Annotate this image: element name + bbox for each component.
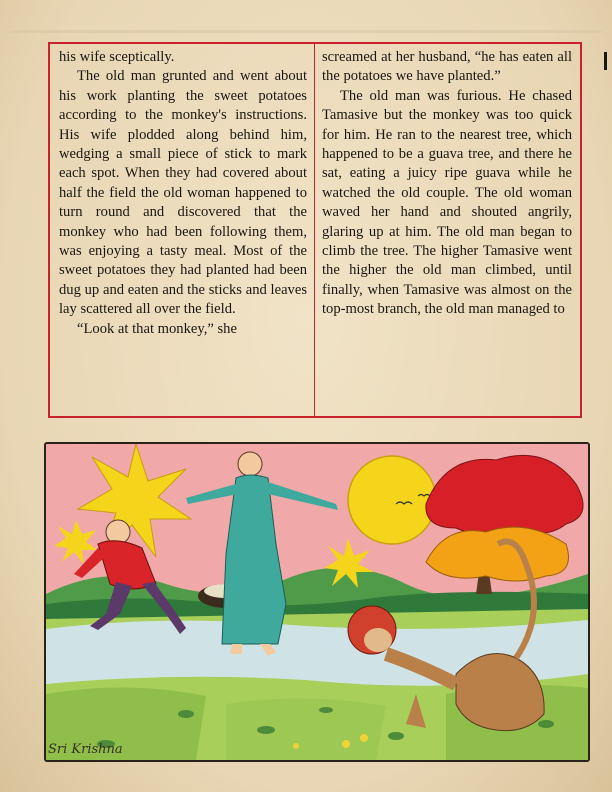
paragraph: “Look at that monkey,” she [77, 320, 237, 337]
paragraph: The old man grunted and went about his work planting the sweet potatoes according to the monkey's instructions. His wife plodded along behind him, wedging a small piece of stick to mark each spot. When they had covered about half the field the old woman happened to turn round and discovered that the monkey who had been following them, was enjoying a tasty meal. Most of the sweet potatoes they had planted had been dug up and eaten and the sticks and leaves lay scattered all over the field. [59, 68, 307, 318]
paragraph: The old man was furious. He chased Tamasive but the monkey was too quick for him. He ran to the nearest tree, which happened to be a guava tree, and there he sat, eating a juicy ripe guava while he watched the old couple. The old woman waved her hand and shouted angrily, glaring up at him. The old man began to climb the tree. The higher Tamasive went the higher the old man climbed, until finally, when Tamasive was almost on the top-most branch, the old man managed to [322, 87, 572, 318]
story-illustration [44, 442, 590, 762]
page-edge-mark [10, 30, 602, 33]
artist-signature: Sri Krishna [48, 742, 123, 757]
column-divider [314, 44, 315, 416]
paragraph: his wife sceptically. [59, 49, 175, 65]
round-sun [348, 456, 436, 544]
right-column [322, 48, 572, 320]
grass-patch [226, 698, 386, 760]
paragraph: screamed at her husband, “he has eaten all the potatoes we have planted.” [322, 49, 572, 85]
left-column [59, 48, 307, 339]
edge-mark [604, 52, 607, 70]
guava-tree [426, 455, 583, 594]
